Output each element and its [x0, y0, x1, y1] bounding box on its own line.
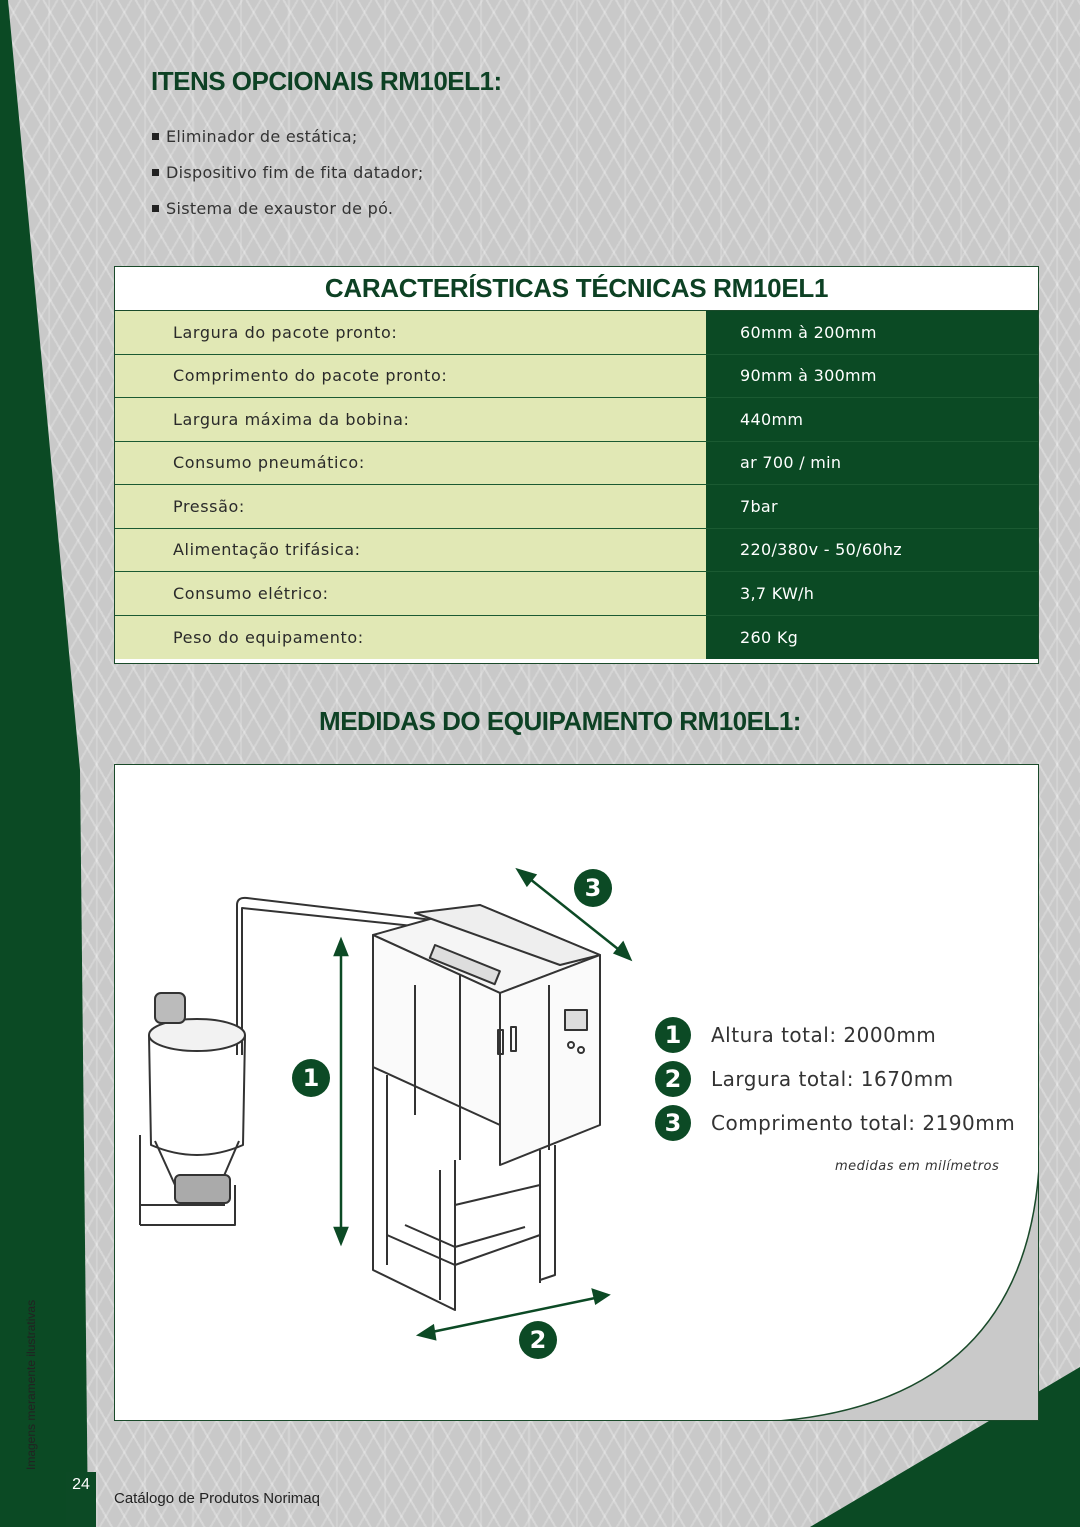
page-number: 24 [66, 1472, 96, 1527]
spec-label: Largura máxima da bobina: [115, 398, 706, 441]
spec-value: 440mm [706, 398, 1038, 441]
callout-length: 3 [574, 869, 612, 907]
optionals-list [152, 118, 424, 226]
spec-label: Alimentação trifásica: [115, 529, 706, 572]
number-badge: 2 [655, 1061, 691, 1097]
footer-catalog-title: Catálogo de Produtos Norimaq [114, 1490, 320, 1507]
spec-label: Consumo pneumático: [115, 442, 706, 485]
table-row [115, 442, 1038, 486]
spec-value: 7bar [706, 485, 1038, 528]
specs-title: CARACTERÍSTICAS TÉCNICAS RM10EL1 [115, 267, 1038, 311]
optionals-title: ITENS OPCIONAIS RM10EL1: [151, 66, 502, 96]
dimension-text: Largura total: 1670mm [711, 1067, 954, 1091]
spec-label: Largura do pacote pronto: [115, 311, 706, 354]
dimension-text: Comprimento total: 2190mm [711, 1111, 1016, 1135]
table-row [115, 529, 1038, 573]
list-item: Eliminador de estática; [152, 118, 424, 154]
table-row [115, 398, 1038, 442]
number-badge: 1 [655, 1017, 691, 1053]
spec-value: 220/380v - 50/60hz [706, 529, 1038, 572]
callout-height: 1 [292, 1059, 330, 1097]
spec-value: 260 Kg [706, 616, 1038, 660]
technical-specs-table [114, 266, 1039, 664]
dimensions-diagram-panel [114, 764, 1039, 1421]
list-item: Dispositivo fim de fita datador; [152, 154, 424, 190]
illustrative-images-note: Imagens meramente ilustrativas [24, 1299, 38, 1470]
callout-width: 2 [519, 1321, 557, 1359]
list-item [655, 1013, 1015, 1057]
list-item: Sistema de exaustor de pó. [152, 190, 424, 226]
table-row [115, 485, 1038, 529]
list-item [655, 1101, 1015, 1145]
dimension-text: Altura total: 2000mm [711, 1023, 937, 1047]
spec-value: 3,7 KW/h [706, 572, 1038, 615]
spec-label: Consumo elétrico: [115, 572, 706, 615]
dimensions-legend [655, 1013, 1015, 1145]
table-row [115, 355, 1038, 399]
list-item [655, 1057, 1015, 1101]
table-row [115, 311, 1038, 355]
table-row [115, 572, 1038, 616]
spec-label: Comprimento do pacote pronto: [115, 355, 706, 398]
bullet-square-icon [152, 169, 159, 176]
spec-value: 90mm à 300mm [706, 355, 1038, 398]
units-note: medidas em milímetros [835, 1159, 1000, 1174]
spec-label: Pressão: [115, 485, 706, 528]
spec-label: Peso do equipamento: [115, 616, 706, 660]
dimensions-title: MEDIDAS DO EQUIPAMENTO RM10EL1: [319, 706, 801, 736]
number-badge: 3 [655, 1105, 691, 1141]
spec-value: ar 700 / min [706, 442, 1038, 485]
table-row [115, 616, 1038, 660]
left-green-band [0, 0, 90, 1527]
spec-value: 60mm à 200mm [706, 311, 1038, 354]
bullet-square-icon [152, 133, 159, 140]
bullet-square-icon [152, 205, 159, 212]
